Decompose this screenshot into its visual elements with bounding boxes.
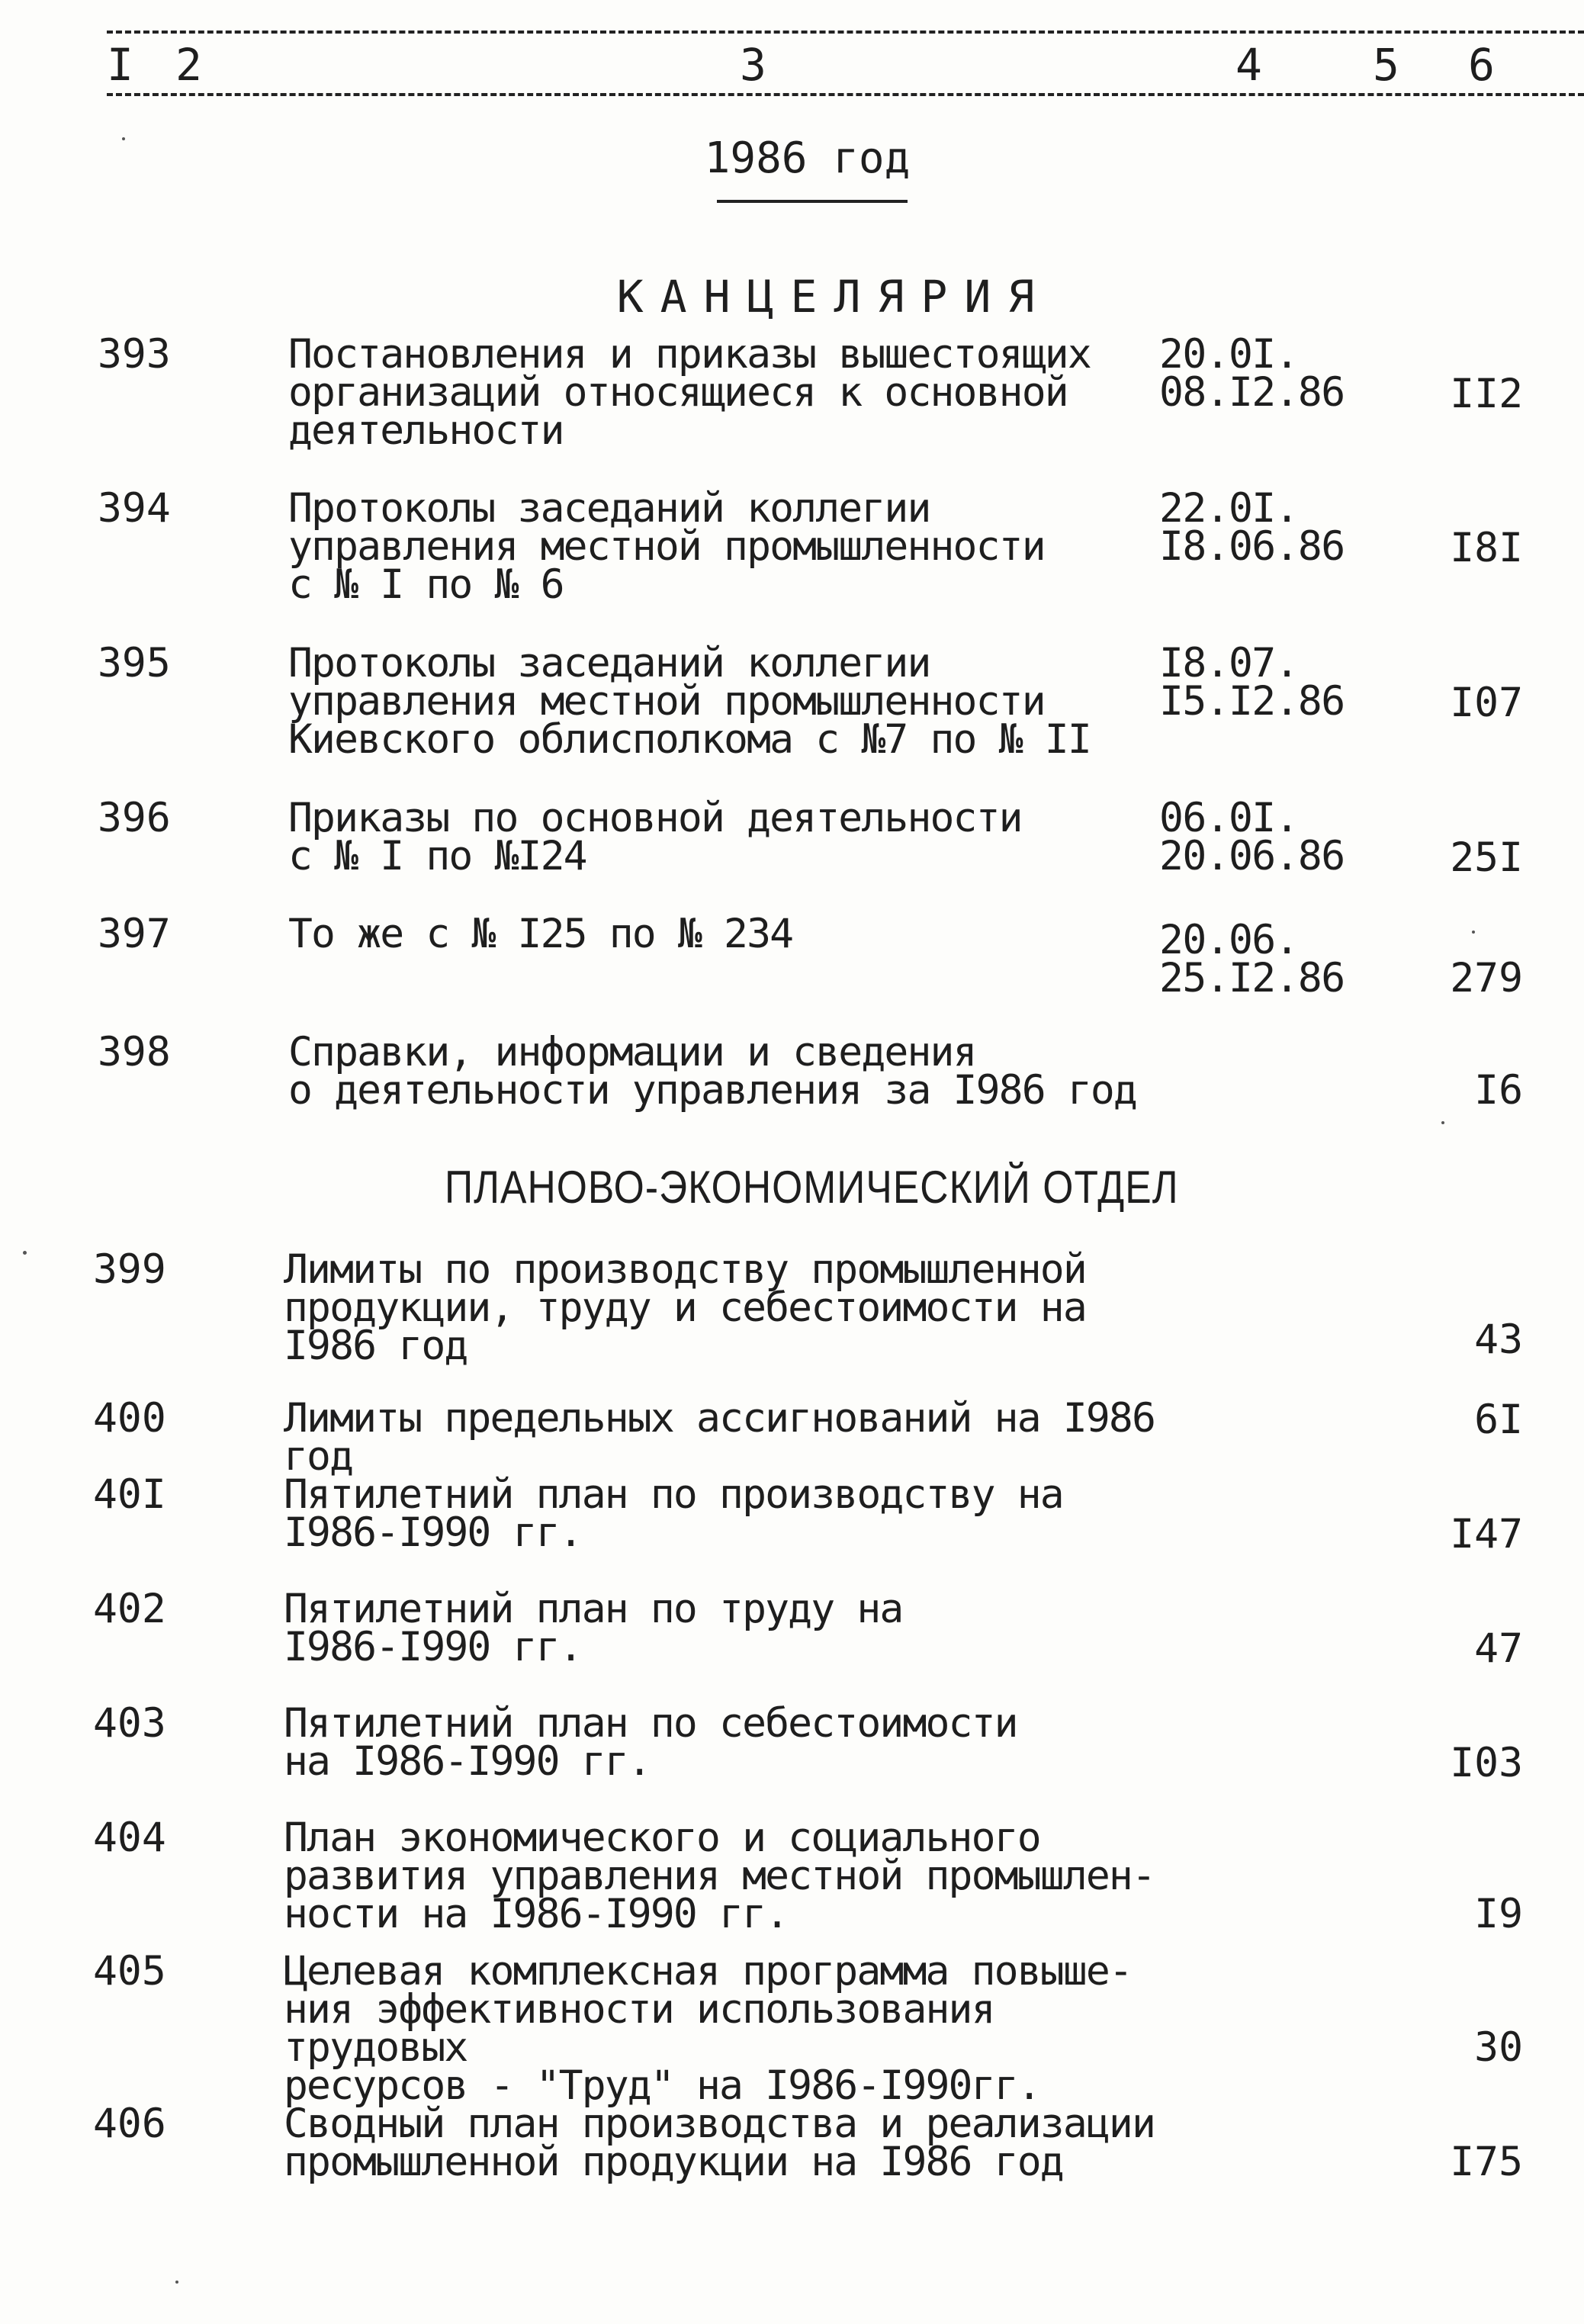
entry-sheets: 25I xyxy=(1450,834,1523,881)
entry-title: Лимиты по производству промышленной продукции, труду и себестоимости на I986 год xyxy=(284,1246,1086,1369)
entry-number: 404 xyxy=(93,1815,166,1861)
entry-number: 398 xyxy=(98,1029,171,1075)
scan-speck xyxy=(1472,931,1475,934)
entry-title: План экономического и социального развития управления местной промышлен- ности на I986-I990 гг. xyxy=(284,1815,1155,1937)
scan-speck xyxy=(122,137,125,140)
entry-title: Целевая комплексная программа повыше- ния эффективности использования трудовых ресурсов - "Труд" на I986-I990гг. xyxy=(284,1948,1132,2109)
entry-dates: 20.06. 25.I2.86 xyxy=(1159,917,1345,1001)
section-title-chancellery: КАНЦЕЛЯРИЯ xyxy=(616,271,1052,323)
entry-title: Пятилетний план по себестоимости на I986-I990 гг. xyxy=(284,1700,1017,1785)
year-underline xyxy=(717,200,908,203)
entry-sheets: I8I xyxy=(1450,525,1523,571)
entry-sheets: I75 xyxy=(1450,2139,1523,2185)
header-top-rule xyxy=(107,31,1584,34)
entry-sheets: I47 xyxy=(1450,1511,1523,1557)
entry-number: 396 xyxy=(98,795,171,841)
entry-number: 400 xyxy=(93,1395,166,1442)
entry-number: 395 xyxy=(98,640,171,686)
scan-speck xyxy=(23,1251,27,1255)
entry-title: Пятилетний план по производству на I986-I990 гг. xyxy=(284,1471,1063,1556)
entry-dates: 22.0I. I8.06.86 xyxy=(1159,485,1345,570)
entry-sheets: II2 xyxy=(1450,371,1523,417)
column-header-6: 6 xyxy=(1468,39,1495,91)
entry-title: Протоколы заседаний коллегии управления местной промышленности Киевского облисполкома с №7 по № II xyxy=(288,640,1091,763)
entry-number: 403 xyxy=(93,1700,166,1747)
section-title-planning-economic-department: ПЛАНОВО-ЭКОНОМИЧЕСКИЙ ОТДЕЛ xyxy=(444,1162,1179,1213)
year-heading: 1986 год xyxy=(704,133,911,183)
entry-dates: I8.07. I5.I2.86 xyxy=(1159,640,1345,725)
entry-title: Постановления и приказы вышестоящих организаций относящиеся к основной деятельности xyxy=(288,331,1091,454)
entry-title: Приказы по основной деятельности с № I по №I24 xyxy=(288,795,1022,879)
entry-sheets: I07 xyxy=(1450,680,1523,726)
entry-title: Протоколы заседаний коллегии управления местной промышленности с № I по № 6 xyxy=(288,485,1045,608)
entry-number: 393 xyxy=(98,331,171,378)
entry-title: Справки, информации и сведения о деятельности управления за I986 год xyxy=(288,1029,1136,1114)
column-header-3: 3 xyxy=(740,39,766,91)
entry-title: Сводный план производства и реализации промышленной продукции на I986 год xyxy=(284,2101,1155,2185)
scan-speck xyxy=(175,2281,178,2284)
entry-sheets: 6I xyxy=(1474,1397,1523,1443)
entry-sheets: 30 xyxy=(1474,2024,1523,2071)
entry-number: 406 xyxy=(93,2101,166,2147)
entry-sheets: I6 xyxy=(1474,1067,1523,1114)
entry-dates: 06.0I. 20.06.86 xyxy=(1159,795,1345,879)
column-header-row xyxy=(107,31,1584,99)
column-header-5: 5 xyxy=(1373,39,1399,91)
scan-speck xyxy=(1441,1121,1444,1124)
entry-number: 405 xyxy=(93,1948,166,1995)
entry-sheets: I03 xyxy=(1450,1740,1523,1786)
entry-number: 399 xyxy=(93,1246,166,1293)
entry-number: 40I xyxy=(93,1471,166,1518)
entry-number: 397 xyxy=(98,911,171,957)
entry-sheets: 43 xyxy=(1474,1316,1523,1363)
column-header-2: 2 xyxy=(175,39,202,91)
header-bottom-rule xyxy=(107,93,1584,96)
entry-dates: 20.0I. 08.I2.86 xyxy=(1159,331,1345,416)
entry-title: Лимиты предельных ассигнований на I986 год xyxy=(284,1395,1155,1480)
column-header-4: 4 xyxy=(1235,39,1262,91)
column-header-1: I xyxy=(107,39,133,91)
entry-title: Пятилетний план по труду на I986-I990 гг. xyxy=(284,1586,903,1670)
entry-sheets: 279 xyxy=(1450,955,1523,1001)
entry-number: 402 xyxy=(93,1586,166,1632)
entry-sheets: 47 xyxy=(1474,1625,1523,1672)
entry-number: 394 xyxy=(98,485,171,532)
entry-title: То же с № I25 по № 234 xyxy=(288,911,793,957)
entry-sheets: I9 xyxy=(1474,1891,1523,1937)
